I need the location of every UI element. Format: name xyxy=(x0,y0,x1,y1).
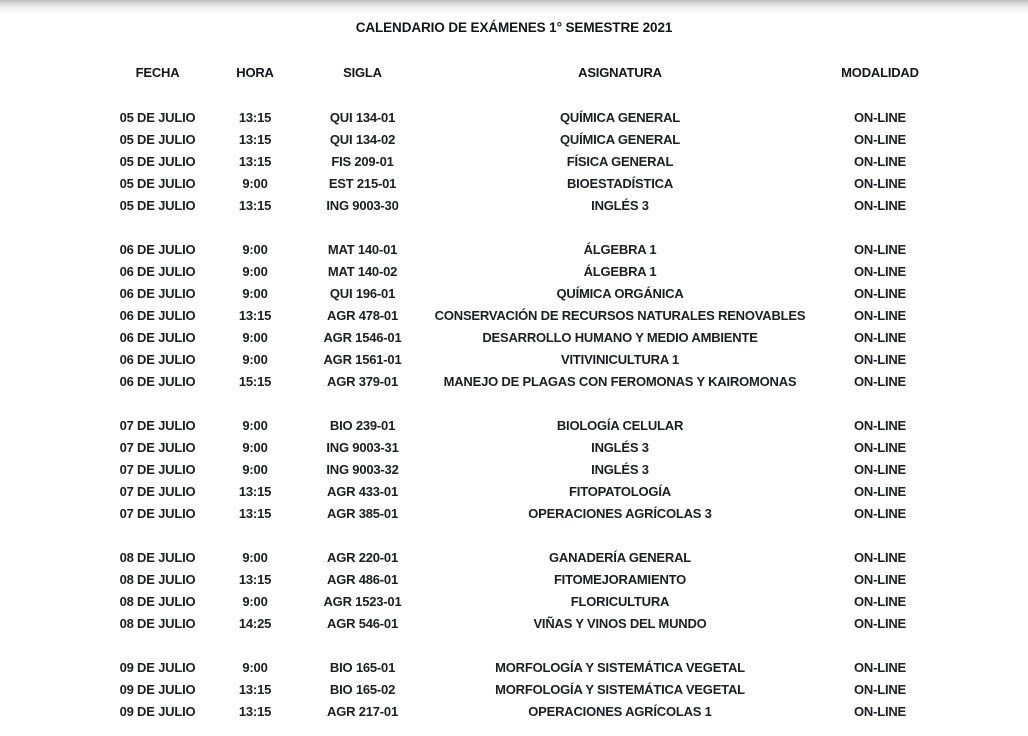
table-row xyxy=(0,238,1028,260)
table-row xyxy=(0,700,1028,722)
cell-sigla: QUI 196-01 xyxy=(329,285,396,301)
group-spacer xyxy=(0,392,1028,414)
table-row xyxy=(0,458,1028,480)
cell-fecha: 05 DE JULIO xyxy=(119,153,196,169)
cell-asignatura: INGLÉS 3 xyxy=(591,197,649,213)
cell-modalidad: ON-LINE xyxy=(853,109,907,125)
group-spacer xyxy=(0,634,1028,656)
cell-fecha: 07 DE JULIO xyxy=(119,439,196,455)
cell-asignatura: BIOLOGÍA CELULAR xyxy=(556,417,684,433)
cell-sigla: FIS 209-01 xyxy=(331,153,394,169)
cell-sigla: ING 9003-31 xyxy=(326,439,399,455)
cell-hora: 9:00 xyxy=(242,439,268,455)
cell-fecha: 09 DE JULIO xyxy=(119,703,196,719)
table-row xyxy=(0,326,1028,348)
cell-asignatura: GANADERÍA GENERAL xyxy=(548,549,691,565)
table-row xyxy=(0,128,1028,150)
cell-asignatura: OPERACIONES AGRÍCOLAS 3 xyxy=(528,505,712,521)
cell-hora: 13:15 xyxy=(238,483,272,499)
table-row xyxy=(0,106,1028,128)
cell-modalidad: ON-LINE xyxy=(853,329,907,345)
cell-hora: 13:15 xyxy=(238,703,272,719)
cell-asignatura: MORFOLOGÍA Y SISTEMÁTICA VEGETAL xyxy=(495,659,745,675)
cell-modalidad: ON-LINE xyxy=(853,153,907,169)
cell-modalidad: ON-LINE xyxy=(853,681,907,697)
cell-asignatura: QUÍMICA ORGÁNICA xyxy=(556,285,684,301)
cell-modalidad: ON-LINE xyxy=(853,549,907,565)
cell-sigla: AGR 433-01 xyxy=(327,483,398,499)
table-row xyxy=(0,502,1028,524)
cell-hora: 13:15 xyxy=(238,681,272,697)
table-row xyxy=(0,480,1028,502)
cell-sigla: MAT 140-02 xyxy=(327,263,398,279)
cell-sigla: ING 9003-30 xyxy=(326,197,399,213)
cell-hora: 9:00 xyxy=(242,285,268,301)
cell-modalidad: ON-LINE xyxy=(853,593,907,609)
cell-sigla: AGR 1546-01 xyxy=(323,329,402,345)
cell-hora: 13:15 xyxy=(238,505,272,521)
cell-fecha: 06 DE JULIO xyxy=(119,241,196,257)
cell-modalidad: ON-LINE xyxy=(853,373,907,389)
cell-modalidad: ON-LINE xyxy=(853,615,907,631)
cell-modalidad: ON-LINE xyxy=(853,571,907,587)
cell-fecha: 05 DE JULIO xyxy=(119,175,196,191)
cell-hora: 9:00 xyxy=(242,329,268,345)
cell-asignatura: BIOESTADÍSTICA xyxy=(566,175,674,191)
cell-modalidad: ON-LINE xyxy=(853,461,907,477)
cell-asignatura: VIÑAS Y VINOS DEL MUNDO xyxy=(533,615,707,631)
cell-fecha: 08 DE JULIO xyxy=(119,571,196,587)
cell-sigla: AGR 220-01 xyxy=(327,549,398,565)
cell-sigla: MAT 140-01 xyxy=(327,241,398,257)
column-header-hora: HORA xyxy=(236,64,274,80)
cell-modalidad: ON-LINE xyxy=(853,483,907,499)
cell-asignatura: CONSERVACIÓN DE RECURSOS NATURALES RENOVABLES xyxy=(434,307,806,323)
table-row xyxy=(0,150,1028,172)
cell-hora: 9:00 xyxy=(242,175,268,191)
cell-asignatura: INGLÉS 3 xyxy=(591,439,649,455)
cell-hora: 9:00 xyxy=(242,241,268,257)
cell-asignatura: QUÍMICA GENERAL xyxy=(559,109,681,125)
cell-fecha: 08 DE JULIO xyxy=(119,615,196,631)
cell-fecha: 09 DE JULIO xyxy=(119,659,196,675)
table-row xyxy=(0,370,1028,392)
cell-hora: 9:00 xyxy=(242,659,268,675)
cell-sigla: BIO 239-01 xyxy=(329,417,396,433)
table-row xyxy=(0,304,1028,326)
cell-fecha: 06 DE JULIO xyxy=(119,351,196,367)
cell-hora: 13:15 xyxy=(238,571,272,587)
cell-fecha: 05 DE JULIO xyxy=(119,197,196,213)
table-row xyxy=(0,260,1028,282)
cell-modalidad: ON-LINE xyxy=(853,659,907,675)
exam-calendar-table xyxy=(0,61,1028,722)
column-header-sigla: SIGLA xyxy=(343,64,382,80)
cell-fecha: 07 DE JULIO xyxy=(119,483,196,499)
cell-hora: 9:00 xyxy=(242,351,268,367)
cell-modalidad: ON-LINE xyxy=(853,131,907,147)
cell-modalidad: ON-LINE xyxy=(853,307,907,323)
cell-sigla: QUI 134-02 xyxy=(329,131,396,147)
cell-hora: 9:00 xyxy=(242,417,268,433)
table-row xyxy=(0,590,1028,612)
cell-modalidad: ON-LINE xyxy=(853,703,907,719)
cell-modalidad: ON-LINE xyxy=(853,351,907,367)
cell-asignatura: DESARROLLO HUMANO Y MEDIO AMBIENTE xyxy=(482,329,758,345)
cell-asignatura: FÍSICA GENERAL xyxy=(566,153,674,169)
cell-hora: 9:00 xyxy=(242,461,268,477)
cell-fecha: 07 DE JULIO xyxy=(119,461,196,477)
cell-sigla: AGR 385-01 xyxy=(327,505,398,521)
column-header-fecha: FECHA xyxy=(135,64,180,80)
cell-fecha: 08 DE JULIO xyxy=(119,549,196,565)
cell-sigla: AGR 478-01 xyxy=(327,307,398,323)
cell-fecha: 07 DE JULIO xyxy=(119,417,196,433)
cell-sigla: AGR 379-01 xyxy=(327,373,398,389)
cell-fecha: 06 DE JULIO xyxy=(119,263,196,279)
cell-sigla: ING 9003-32 xyxy=(326,461,399,477)
page-top-shadow xyxy=(0,0,1028,14)
cell-hora: 13:15 xyxy=(238,131,272,147)
table-header-row xyxy=(0,61,1028,83)
cell-hora: 14:25 xyxy=(238,615,272,631)
table-row xyxy=(0,194,1028,216)
cell-fecha: 08 DE JULIO xyxy=(119,593,196,609)
cell-hora: 13:15 xyxy=(238,109,272,125)
cell-sigla: AGR 1523-01 xyxy=(323,593,402,609)
cell-fecha: 05 DE JULIO xyxy=(119,109,196,125)
cell-modalidad: ON-LINE xyxy=(853,175,907,191)
cell-sigla: BIO 165-02 xyxy=(329,681,396,697)
cell-fecha: 06 DE JULIO xyxy=(119,373,196,389)
cell-modalidad: ON-LINE xyxy=(853,505,907,521)
cell-fecha: 06 DE JULIO xyxy=(119,285,196,301)
cell-sigla: BIO 165-01 xyxy=(329,659,396,675)
cell-fecha: 09 DE JULIO xyxy=(119,681,196,697)
cell-modalidad: ON-LINE xyxy=(853,241,907,257)
cell-fecha: 05 DE JULIO xyxy=(119,131,196,147)
table-row xyxy=(0,568,1028,590)
table-row xyxy=(0,546,1028,568)
cell-modalidad: ON-LINE xyxy=(853,197,907,213)
table-row xyxy=(0,414,1028,436)
cell-asignatura: MORFOLOGÍA Y SISTEMÁTICA VEGETAL xyxy=(495,681,745,697)
table-row xyxy=(0,678,1028,700)
cell-sigla: AGR 1561-01 xyxy=(323,351,402,367)
cell-hora: 13:15 xyxy=(238,197,272,213)
cell-asignatura: MANEJO DE PLAGAS CON FEROMONAS Y KAIROMONAS xyxy=(443,373,797,389)
cell-asignatura: VITIVINICULTURA 1 xyxy=(561,351,679,367)
cell-asignatura: FITOPATOLOGÍA xyxy=(569,483,671,499)
cell-asignatura: OPERACIONES AGRÍCOLAS 1 xyxy=(528,703,712,719)
cell-modalidad: ON-LINE xyxy=(853,263,907,279)
table-row xyxy=(0,436,1028,458)
page-title: CALENDARIO DE EXÁMENES 1° SEMESTRE 2021 xyxy=(355,20,673,35)
column-header-modalidad: MODALIDAD xyxy=(841,64,919,80)
cell-fecha: 06 DE JULIO xyxy=(119,307,196,323)
table-row xyxy=(0,282,1028,304)
cell-asignatura: ÁLGEBRA 1 xyxy=(583,241,657,257)
group-spacer xyxy=(0,216,1028,238)
cell-asignatura: FLORICULTURA xyxy=(570,593,670,609)
column-header-asignatura: ASIGNATURA xyxy=(578,64,662,80)
cell-modalidad: ON-LINE xyxy=(853,417,907,433)
table-row xyxy=(0,172,1028,194)
cell-sigla: AGR 217-01 xyxy=(327,703,398,719)
cell-sigla: AGR 486-01 xyxy=(327,571,398,587)
table-body xyxy=(0,106,1028,722)
cell-modalidad: ON-LINE xyxy=(853,439,907,455)
cell-asignatura: FITOMEJORAMIENTO xyxy=(553,571,687,587)
cell-modalidad: ON-LINE xyxy=(853,285,907,301)
group-spacer xyxy=(0,524,1028,546)
cell-sigla: QUI 134-01 xyxy=(329,109,396,125)
cell-asignatura: INGLÉS 3 xyxy=(591,461,649,477)
cell-hora: 13:15 xyxy=(238,153,272,169)
cell-hora: 9:00 xyxy=(242,549,268,565)
table-row xyxy=(0,656,1028,678)
cell-fecha: 06 DE JULIO xyxy=(119,329,196,345)
cell-sigla: EST 215-01 xyxy=(328,175,397,191)
table-row xyxy=(0,612,1028,634)
cell-hora: 9:00 xyxy=(242,593,268,609)
cell-sigla: AGR 546-01 xyxy=(327,615,398,631)
cell-hora: 15:15 xyxy=(238,373,272,389)
cell-hora: 13:15 xyxy=(238,307,272,323)
cell-fecha: 07 DE JULIO xyxy=(119,505,196,521)
table-row xyxy=(0,348,1028,370)
cell-hora: 9:00 xyxy=(242,263,268,279)
cell-asignatura: QUÍMICA GENERAL xyxy=(559,131,681,147)
cell-asignatura: ÁLGEBRA 1 xyxy=(583,263,657,279)
